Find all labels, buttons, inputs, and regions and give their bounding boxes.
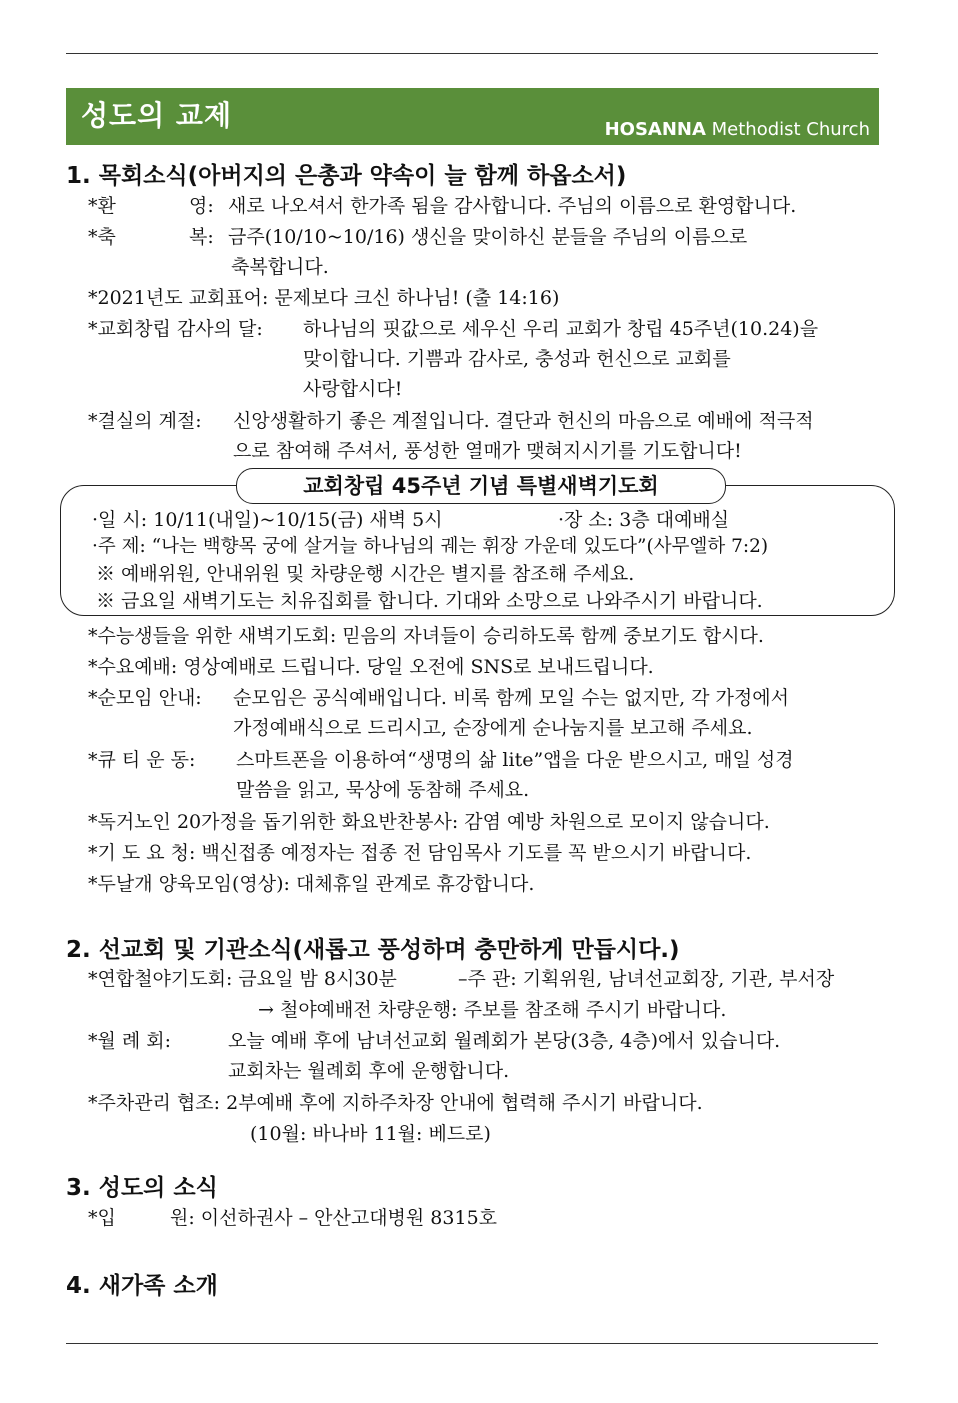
cell-text-1: 순모임은 공식예배입니다. 비록 함께 모일 수는 없지만, 각 가정에서	[233, 687, 789, 709]
special-note-2: ※ 금요일 새벽기도는 치유집회를 합니다. 기대와 소망으로 나와주시기 바랍니다.	[96, 590, 763, 612]
overnight-host: –주 관: 기획위원, 남녀선교회장, 기관, 부서장	[458, 968, 835, 990]
section-banner	[66, 88, 879, 145]
motto-line: *2021년도 교회표어: 문제보다 크신 하나님! (출 14:16)	[88, 287, 560, 309]
special-place: ·장 소: 3층 대예배실	[558, 509, 730, 531]
bottom-rule	[66, 1343, 878, 1344]
cell-label: *순모임 안내:	[88, 687, 202, 709]
top-rule	[66, 53, 878, 54]
parenting-meeting: *두날개 양육모임(영상): 대체휴일 관계로 휴강합니다.	[88, 873, 535, 895]
parking-help: *주차관리 협조: 2부예배 후에 지하주차장 안내에 협력해 주시기 바랍니다.	[88, 1092, 703, 1114]
church-name	[605, 119, 870, 140]
section2-heading: 2. 선교회 및 기관소식(새롭고 풍성하며 충만하게 만듭시다.)	[66, 937, 680, 963]
welcome-label: *환	[88, 195, 116, 217]
qt-text-2: 말씀을 읽고, 묵상에 동참해 주세요.	[236, 779, 530, 801]
monthly-text-2: 교회차는 월례회 후에 운행합니다.	[228, 1060, 510, 1082]
founding-text-3: 사랑합시다!	[303, 378, 403, 400]
monthly-text-1: 오늘 예배 후에 남녀선교회 월례회가 본당(3층, 4층)에서 있습니다.	[228, 1030, 781, 1052]
welcome-label-end: 영:	[189, 195, 214, 217]
hospital-text: 원: 이선하권사 – 안산고대병원 8315호	[170, 1207, 498, 1229]
qt-text-1: 스마트폰을 이용하여“생명의 삶 lite”앱을 다운 받으시고, 매일 성경	[236, 749, 794, 771]
wednesday-service: *수요예배: 영상예배로 드립니다. 당일 오전에 SNS로 보내드립니다.	[88, 656, 654, 678]
welcome-text: 새로 나오셔서 한가족 됨을 감사합니다. 주님의 이름으로 환영합니다.	[228, 195, 797, 217]
elderly-service: *독거노인 20가정을 돕기위한 화요반찬봉사: 감염 예방 차원으로 모이지 않습니다.	[88, 811, 770, 833]
bless-text-2: 축복합니다.	[231, 256, 329, 278]
section1-heading: 1. 목회소식(아버지의 은총과 약속이 늘 함께 하옵소서)	[66, 163, 627, 189]
harvest-text-2: 으로 참여해 주셔서, 풍성한 열매가 맺혀지시기를 기도합니다!	[233, 440, 742, 462]
hospital-label: *입	[88, 1207, 116, 1229]
cell-text-2: 가정예배식으로 드리시고, 순장에게 순나눔지를 보고해 주세요.	[233, 717, 753, 739]
parking-duty: (10월: 바나바 11월: 베드로)	[250, 1123, 491, 1145]
founding-text-1: 하나님의 핏값으로 세우신 우리 교회가 창립 45주년(10.24)을	[303, 318, 819, 340]
church-name-rest: Methodist Church	[705, 119, 870, 140]
banner-title: 성도의 교제	[81, 99, 232, 132]
section4-heading: 4. 새가족 소개	[66, 1273, 218, 1299]
prayer-request: *기 도 요 청: 백신접종 예정자는 접종 전 담임목사 기도를 꼭 받으시기 바랍니다.	[88, 842, 752, 864]
overnight-vehicle: → 철야예배전 차량운행: 주보를 참조해 주시기 바랍니다.	[258, 999, 727, 1021]
section3-heading: 3. 성도의 소식	[66, 1175, 218, 1201]
special-date: ·일 시: 10/11(내일)~10/15(금) 새벽 5시	[92, 509, 443, 531]
special-prayer-title: 교회창립 45주년 기념 특별새벽기도회	[236, 468, 726, 504]
bless-label-end: 복:	[189, 226, 214, 248]
harvest-label: *결실의 계절:	[88, 410, 202, 432]
special-theme: ·주 제: “나는 백향목 궁에 살거늘 하나님의 궤는 휘장 가운데 있도다”(사무엘하 7:2)	[92, 536, 769, 557]
bless-label: *축	[88, 226, 116, 248]
qt-label: *큐 티 운 동:	[88, 749, 196, 771]
founding-label: *교회창립 감사의 달:	[88, 318, 263, 340]
bless-text-1: 금주(10/10~10/16) 생신을 맞이하신 분들을 주님의 이름으로	[228, 226, 748, 248]
special-note-1: ※ 예배위원, 안내위원 및 차량운행 시간은 별지를 참조해 주세요.	[96, 563, 635, 585]
exam-prayer: *수능생들을 위한 새벽기도회: 믿음의 자녀들이 승리하도록 함께 중보기도 합시다.	[88, 625, 764, 647]
monthly-label: *월 례 회:	[88, 1030, 172, 1052]
church-name-bold: HOSANNA	[604, 119, 706, 140]
harvest-text-1: 신앙생활하기 좋은 계절입니다. 결단과 헌신의 마음으로 예배에 적극적	[233, 410, 814, 432]
founding-text-2: 맞이합니다. 기쁨과 감사로, 충성과 헌신으로 교회를	[303, 348, 731, 370]
overnight-prayer: *연합철야기도회: 금요일 밤 8시30분	[88, 968, 397, 990]
